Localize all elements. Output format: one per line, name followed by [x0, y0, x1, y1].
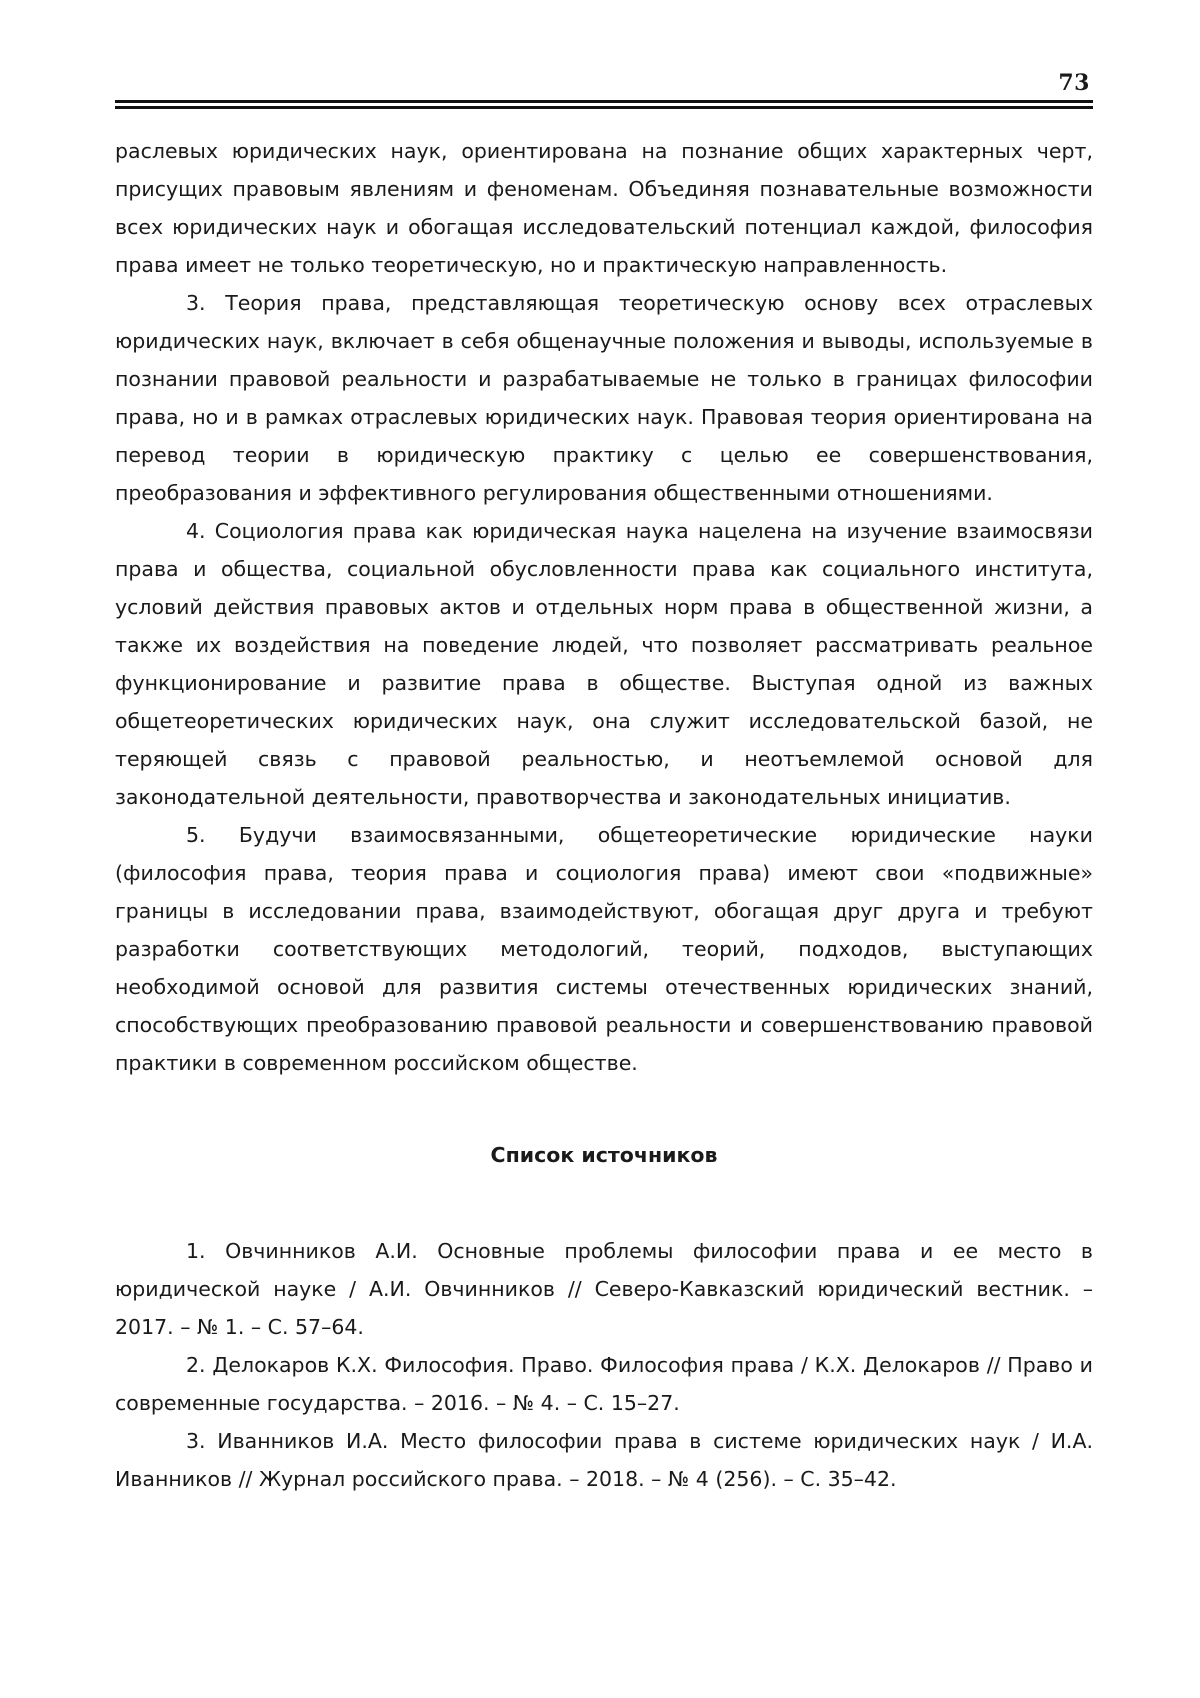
references-heading: Список источников [490, 1143, 718, 1167]
page-number: 73 [1058, 70, 1090, 96]
reference-item-2: 2. Делокаров К.Х. Философия. Право. Философия права / К.Х. Делокаров // Право и современные государства. – 2016. – № 4. – С. 15–27. [115, 1353, 1093, 1415]
header-rule-thick [115, 100, 1093, 103]
body-paragraph-5: 5. Будучи взаимосвязанными, общетеоретические юридические науки (философия права, теория права и социология права) имеют свои «подвижные» границы в исследовании права, взаимодействуют, обогащая друг друга и требуют разработки соответствующих методологий, теорий, подходов, выступающих необходимой основой для развития системы отечественных юридических знаний, способствующих преобразованию правовой реальности и совершенствованию правовой практики в современном российском обществе. [115, 823, 1093, 1075]
body-paragraph-continuation: раслевых юридических наук, ориентирована на познание общих характерных черт, присущих правовым явлениям и феноменам. Объединяя познавательные возможности всех юридических наук и обогащая исследовательский потенциал каждой, философия права имеет не только теоретическую, но и практическую направленность. [115, 139, 1093, 277]
reference-item-1: 1. Овчинников А.И. Основные проблемы философии права и ее место в юридической науке / А.И. Овчинников // Северо-Кавказский юридический вестник. – 2017. – № 1. – С. 57–64. [115, 1239, 1093, 1339]
page-content [115, 132, 1093, 1498]
reference-item-3: 3. Иванников И.А. Место философии права в системе юридических наук / И.А. Иванников // Журнал российского права. – 2018. – № 4 (256). – С. 35–42. [115, 1429, 1093, 1491]
header-rule-thin [115, 106, 1093, 109]
body-paragraph-4: 4. Социология права как юридическая наука нацелена на изучение взаимосвязи права и общества, социальной обусловленности права как социального института, условий действия правовых актов и отдельных норм права в общественной жизни, а также их воздействия на поведение людей, что позволяет рассматривать реальное функционирование и развитие права в обществе. Выступая одной из важных общетеоретических юридических наук, она служит исследовательской базой, не теряющей связь с правовой реальностью, и неотъемлемой основой для законодательной деятельности, правотворчества и законодательных инициатив. [115, 519, 1093, 809]
body-paragraph-3: 3. Теория права, представляющая теоретическую основу всех отраслевых юридических наук, включает в себя общенаучные положения и выводы, используемые в познании правовой реальности и разрабатываемые не только в границах философии права, но и в рамках отраслевых юридических наук. Правовая теория ориентирована на перевод теории в юридическую практику с целью ее совершенствования, преобразования и эффективного регулирования общественными отношениями. [115, 291, 1093, 505]
